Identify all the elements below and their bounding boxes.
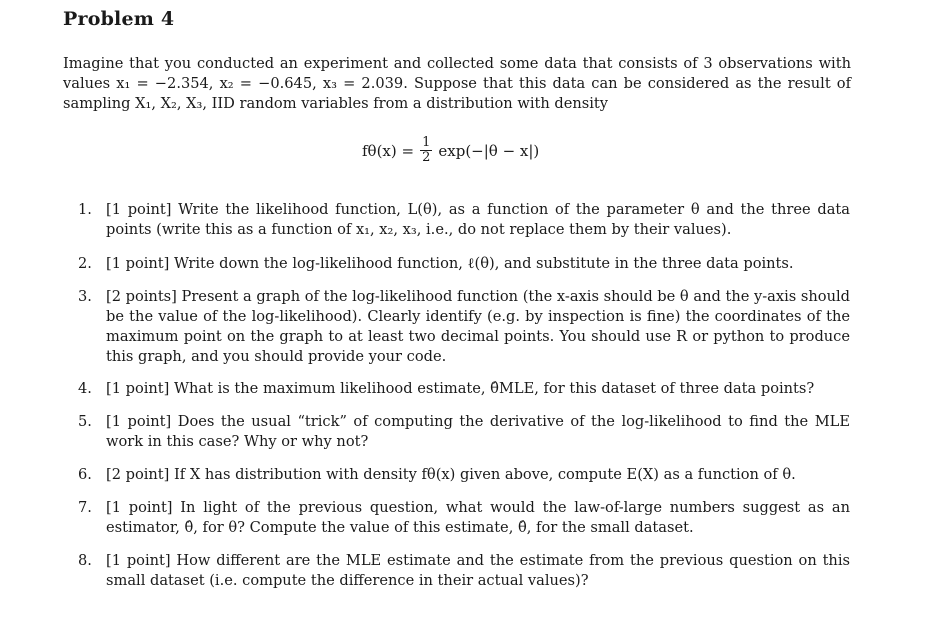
formula-lhs: fθ(x) = [362,141,415,160]
question-item [78,498,850,538]
question-number: 4. [78,380,92,397]
question-item [78,412,850,452]
question-item [78,254,794,274]
problem-title: Problem 4 [63,8,175,30]
question-item [78,200,850,240]
question-text: [1 point] Does the usual “trick” of computing the derivative of the log-likelihood to find the MLE work in this case? Why or why not? [106,413,850,450]
question-number: 7. [78,499,92,516]
formula-fraction [420,136,432,165]
question-number: 6. [78,466,92,483]
question-item [78,465,796,485]
question-number: 2. [78,255,92,272]
question-text: [1 point] In light of the previous question, what would the law-of-large numbers suggest as an estimator, θ̂, for θ? Compute the value of this estimate, θ̂, for the small dataset. [106,499,850,536]
question-number: 5. [78,413,92,430]
question-item [78,287,850,367]
density-formula [362,136,539,165]
question-number: 1. [78,201,92,218]
question-text: [1 point] What is the maximum likelihood estimate, θ̂MLE, for this dataset of three data points? [106,380,815,397]
question-number: 8. [78,552,92,569]
question-text: [2 point] If X has distribution with density fθ(x) given above, compute E(X) as a function of θ. [106,466,796,483]
question-item [78,379,814,399]
fraction-numerator: 1 [422,135,431,150]
question-text: [1 point] How different are the MLE estimate and the estimate from the previous question on this small dataset (i.e. compute the difference in their actual values)? [106,552,850,589]
question-text: [2 points] Present a graph of the log-likelihood function (the x-axis should be θ and the y-axis should be the value of the log-likelihood). Clearly identify (e.g. by inspection is fine) the coordinates of the maximum point on the graph to at least two decimal points. You should use R or python to produce this graph, and you should provide your code. [106,288,850,365]
fraction-denominator: 2 [422,150,431,165]
question-text: [1 point] Write the likelihood function, L(θ), as a function of the parameter θ and the three data points (write this as a function of x₁, x₂, x₃, i.e., do not replace them by their values). [106,201,850,238]
problem-intro [63,54,851,114]
intro-paragraph: Imagine that you conducted an experiment and collected some data that consists of 3 observations with values x₁ = −2.354, x₂ = −0.645, x₃ = 2.039. Suppose that this data can be considered as the result of sampling X₁, X₂, X₃, IID random variables from a distribution with density [63,55,851,112]
formula-rhs: exp(−|θ − x|) [438,141,540,160]
question-number: 3. [78,288,92,305]
question-text: [1 point] Write down the log-likelihood function, ℓ(θ), and substitute in the three data points. [106,255,794,272]
question-item [78,551,850,591]
